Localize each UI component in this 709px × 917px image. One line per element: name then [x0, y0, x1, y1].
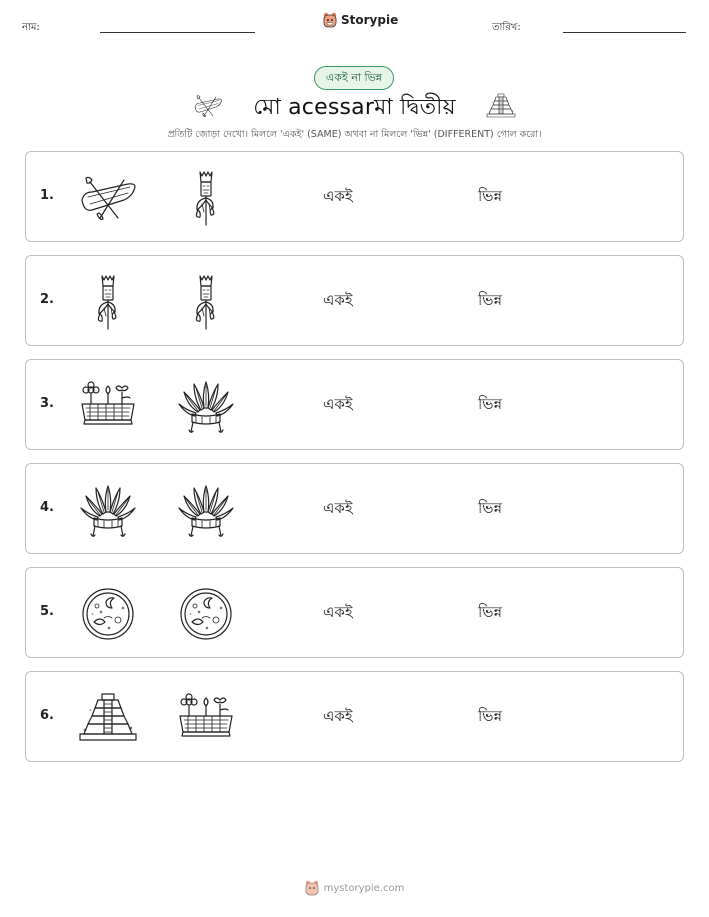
- question-number: 5.: [40, 604, 54, 619]
- page-title: মো acessarমা দ্বিতীয়: [253, 95, 456, 120]
- instructions: প্রতিটি জোড়া দেখো। মিললে 'একই' (SAME) অথবা না মিললে 'ভিন্ন' (DIFFERENT) গোল করো।: [167, 129, 542, 140]
- brand: [323, 12, 398, 28]
- option-same[interactable]: একই: [323, 395, 353, 413]
- storypie-logo-icon: [305, 880, 319, 896]
- question-number: 4.: [40, 500, 54, 515]
- worksheet-type-badge: একই না ভিন্ন: [314, 66, 394, 90]
- headdress-icon: [78, 482, 138, 538]
- totem-icon: [78, 274, 138, 330]
- moon-disc-icon: [78, 586, 138, 642]
- question-row-1: [25, 151, 684, 242]
- question-number: 1.: [40, 188, 54, 203]
- option-different[interactable]: ভিন্ন: [478, 291, 503, 309]
- question-row-3: [25, 359, 684, 450]
- option-different[interactable]: ভিন্ন: [478, 707, 503, 725]
- option-same[interactable]: একই: [323, 187, 353, 205]
- question-number: 2.: [40, 292, 54, 307]
- footer: [0, 880, 709, 896]
- option-different[interactable]: ভিন্ন: [478, 187, 503, 205]
- question-row-4: [25, 463, 684, 554]
- option-same[interactable]: একই: [323, 707, 353, 725]
- headdress-icon: [176, 378, 236, 434]
- totem-icon: [176, 170, 236, 226]
- totem-icon: [176, 274, 236, 330]
- flower-basket-icon: [176, 690, 236, 746]
- brand-name: Storypie: [341, 13, 399, 27]
- flower-basket-icon: [78, 378, 138, 434]
- option-different[interactable]: ভিন্ন: [478, 499, 503, 517]
- option-different[interactable]: ভিন্ন: [478, 603, 503, 621]
- option-same[interactable]: একই: [323, 291, 353, 309]
- footer-url[interactable]: mystorypie.com: [323, 882, 405, 894]
- name-label: নাম:: [22, 22, 40, 33]
- question-row-5: [25, 567, 684, 658]
- option-different[interactable]: ভিন্ন: [478, 395, 503, 413]
- question-number: 6.: [40, 708, 54, 723]
- title-right-pyramid-icon: [483, 92, 519, 120]
- option-same[interactable]: একই: [323, 499, 353, 517]
- date-label: তারিখ:: [492, 22, 521, 33]
- pyramid-icon: [78, 690, 138, 746]
- date-line[interactable]: [563, 32, 686, 33]
- question-number: 3.: [40, 396, 54, 411]
- headdress-icon: [176, 482, 236, 538]
- question-row-2: [25, 255, 684, 346]
- canoe-icon: [78, 170, 138, 226]
- storypie-logo-icon: [323, 12, 337, 28]
- option-same[interactable]: একই: [323, 603, 353, 621]
- moon-disc-icon: [176, 586, 236, 642]
- name-line[interactable]: [100, 32, 255, 33]
- question-row-6: [25, 671, 684, 762]
